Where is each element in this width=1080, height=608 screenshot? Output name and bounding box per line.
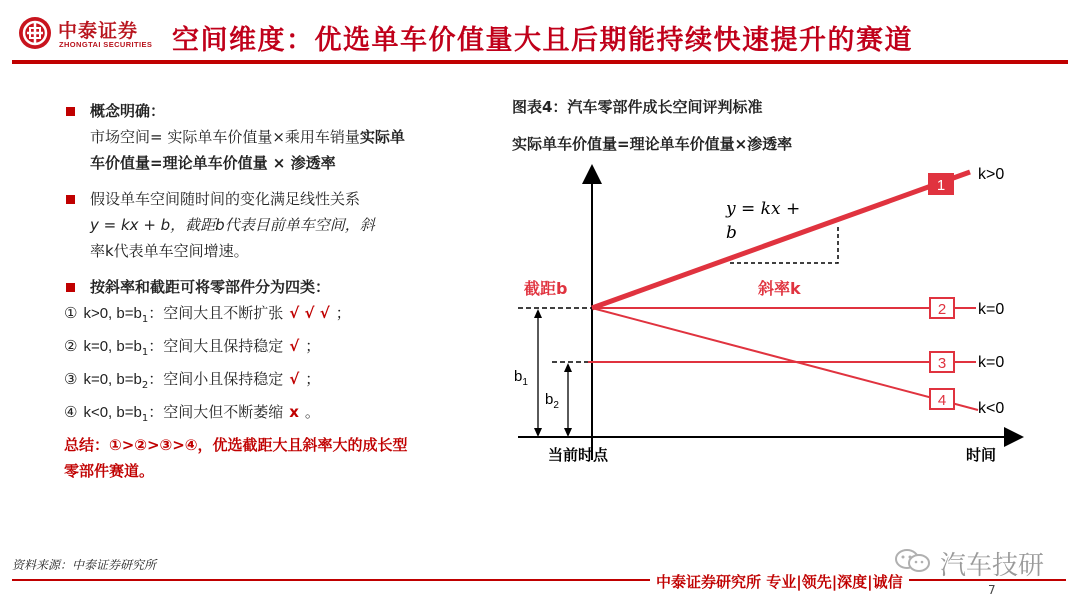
classify-bullet (64, 274, 484, 300)
category-condition: k=0, b=b (83, 371, 142, 388)
category-mark: √ √ √ (289, 304, 330, 322)
line-3-marker (930, 352, 1004, 372)
x-axis-label: 时间 (966, 446, 997, 464)
line-4-number: 4 (937, 392, 947, 409)
category-mark: x (289, 403, 299, 421)
category-tail: ； (335, 304, 351, 322)
growth-space-diagram (500, 160, 1040, 470)
footer-slogan: 中泰证券研究所 专业|领先|深度|诚信 (650, 571, 909, 592)
line-1-marker (929, 166, 1004, 194)
category-item (64, 300, 484, 333)
category-number: ② (64, 337, 78, 355)
assumption-line-3: 率k代表单车空间增速。 (90, 242, 249, 260)
concept-line-2: 车价值量=理论单车价值量 × 渗透率 (90, 154, 336, 172)
bullet-square-icon (66, 107, 75, 116)
concept-line-1-bold: 实际单 (359, 128, 405, 146)
assumption-line-2: y = kx + b，截距b代表目前单车空间，斜 (90, 216, 375, 234)
slope-label: 斜率k (758, 279, 801, 298)
category-condition: k>0, b=b (83, 305, 142, 322)
category-description: ：空间大且保持稳定 (148, 337, 284, 355)
x-origin-label: 当前时点 (548, 446, 609, 464)
logo-emblem-icon (18, 16, 52, 50)
line-2-number: 2 (937, 301, 947, 318)
page-title: 空间维度：优选单车价值量大且后期能持续快速提升的赛道 (172, 25, 913, 56)
watermark-text: 汽车技研 (940, 551, 1045, 581)
category-list (64, 300, 484, 432)
category-item (64, 366, 484, 399)
line-1-k-label: k>0 (978, 166, 1005, 183)
concept-heading: 概念明确： (90, 102, 166, 120)
category-condition: k<0, b=b (83, 404, 142, 421)
line-3-number: 3 (937, 355, 947, 372)
line-4-marker (930, 389, 1004, 417)
figure-subtitle: 实际单车价值量=理论单车价值量×渗透率 (512, 135, 793, 153)
logo-english-name: ZHONGTAI SECURITIES (59, 40, 153, 49)
category-description: ：空间小且保持稳定 (148, 370, 284, 388)
left-text-panel (64, 98, 484, 484)
category-item (64, 333, 484, 366)
category-mark: √ (289, 370, 300, 388)
classify-heading: 按斜率和截距可将零部件分为四类： (90, 278, 331, 296)
category-number: ③ (64, 370, 78, 388)
b1-label: $b_1$ (514, 368, 528, 388)
equation-line-1: y = kx + (726, 199, 801, 219)
line-1-number: 1 (936, 177, 946, 194)
intercept-label: 截距b (524, 279, 568, 298)
title-divider (12, 60, 1068, 64)
category-number: ④ (64, 403, 78, 421)
category-subscript: 1 (141, 314, 149, 325)
wechat-icon (893, 548, 933, 574)
company-logo (18, 12, 168, 56)
category-tail: 。 (304, 403, 320, 421)
concept-line-1-prefix: 市场空间= 实际单车价值量×乘用车销量 (90, 128, 360, 146)
b2-label: $b_2$ (545, 391, 559, 411)
category-subscript: 1 (141, 347, 149, 358)
category-description: ：空间大但不断萎缩 (148, 403, 284, 421)
category-mark: √ (289, 337, 300, 355)
source-note: 资料来源：中泰证券研究所 (12, 558, 157, 572)
summary-line-1: 总结：①>②>③>④，优选截距大且斜率大的成长型 (64, 436, 408, 454)
line-3-k-label: k=0 (978, 354, 1005, 371)
assumption-bullet (64, 186, 484, 212)
line-4-k-label: k<0 (978, 400, 1005, 417)
bullet-square-icon (66, 283, 75, 292)
bullet-square-icon (66, 195, 75, 204)
line-2-k-label: k=0 (978, 301, 1005, 318)
category-subscript: 2 (141, 380, 149, 391)
category-number: ① (64, 304, 78, 322)
figure-title: 图表4：汽车零部件成长空间评判标准 (512, 98, 763, 116)
category-tail: ； (305, 370, 321, 388)
line-2-marker (930, 298, 1004, 318)
line-4-decline (592, 308, 978, 410)
concept-line-1 (64, 124, 484, 150)
category-subscript: 1 (141, 413, 149, 424)
assumption-line-1: 假设单车空间随时间的变化满足线性关系 (90, 190, 361, 208)
logo-chinese-name: 中泰证券 (58, 20, 139, 42)
category-item (64, 399, 484, 432)
summary-line-2: 零部件赛道。 (64, 462, 155, 480)
page-number: 7 (988, 583, 996, 597)
slope-triangle (730, 226, 838, 263)
category-tail: ； (305, 337, 321, 355)
equation-line-2: b (726, 223, 737, 243)
category-description: ：空间大且不断扩张 (148, 304, 284, 322)
category-condition: k=0, b=b (83, 338, 142, 355)
concept-bullet (64, 98, 484, 124)
